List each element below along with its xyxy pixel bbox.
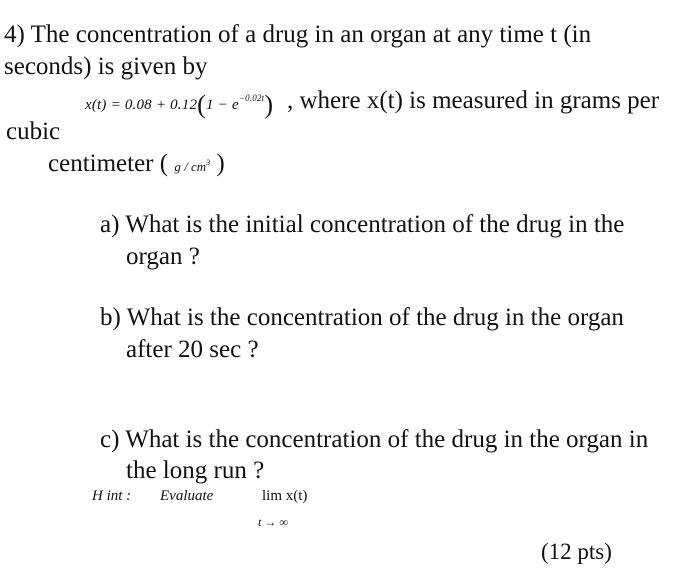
part-c-line-2: the long run ? bbox=[126, 457, 265, 484]
part-c-line-1: c) What is the concentration of the drug in the organ in bbox=[100, 426, 649, 453]
problem-line-2: seconds) is given by bbox=[4, 53, 208, 80]
formula-exponent: −0.02t bbox=[238, 93, 265, 103]
problem-line-4: cubic bbox=[6, 118, 61, 145]
part-b-line-1: b) What is the concentration of the drug in the organ bbox=[100, 304, 624, 331]
hint-limit-expr: lim x(t) bbox=[262, 488, 308, 504]
points-label: (12 pts) bbox=[541, 539, 612, 564]
formula-one-minus-e: 1 − e bbox=[206, 97, 239, 113]
formula-lhs: x(t) = 0.08 + 0.12 bbox=[85, 97, 198, 113]
hint-word: Evaluate bbox=[160, 488, 214, 504]
problem-line-1: 4) The concentration of a drug in an organ at any time t (in bbox=[4, 21, 592, 48]
part-b-line-2: after 20 sec ? bbox=[126, 336, 259, 363]
problem-line-3-rest: , where x(t) is measured in grams per bbox=[287, 87, 660, 114]
formula-paren-close: ) bbox=[264, 90, 274, 119]
hint-label: H int : bbox=[92, 488, 132, 504]
unit-prefix: centimeter ( bbox=[48, 150, 169, 177]
part-a-line-1: a) What is the initial concentration of the drug in the bbox=[100, 211, 625, 238]
problem-line-5 bbox=[48, 148, 225, 182]
part-a-line-2: organ ? bbox=[126, 243, 200, 270]
unit-suffix: ) bbox=[216, 150, 225, 177]
unit-expression: g / $cm^3$ bbox=[174, 158, 211, 174]
concentration-formula bbox=[85, 90, 273, 120]
hint-limit-subscript: t → ∞ bbox=[258, 515, 288, 529]
formula-paren-open: ( bbox=[197, 90, 207, 119]
